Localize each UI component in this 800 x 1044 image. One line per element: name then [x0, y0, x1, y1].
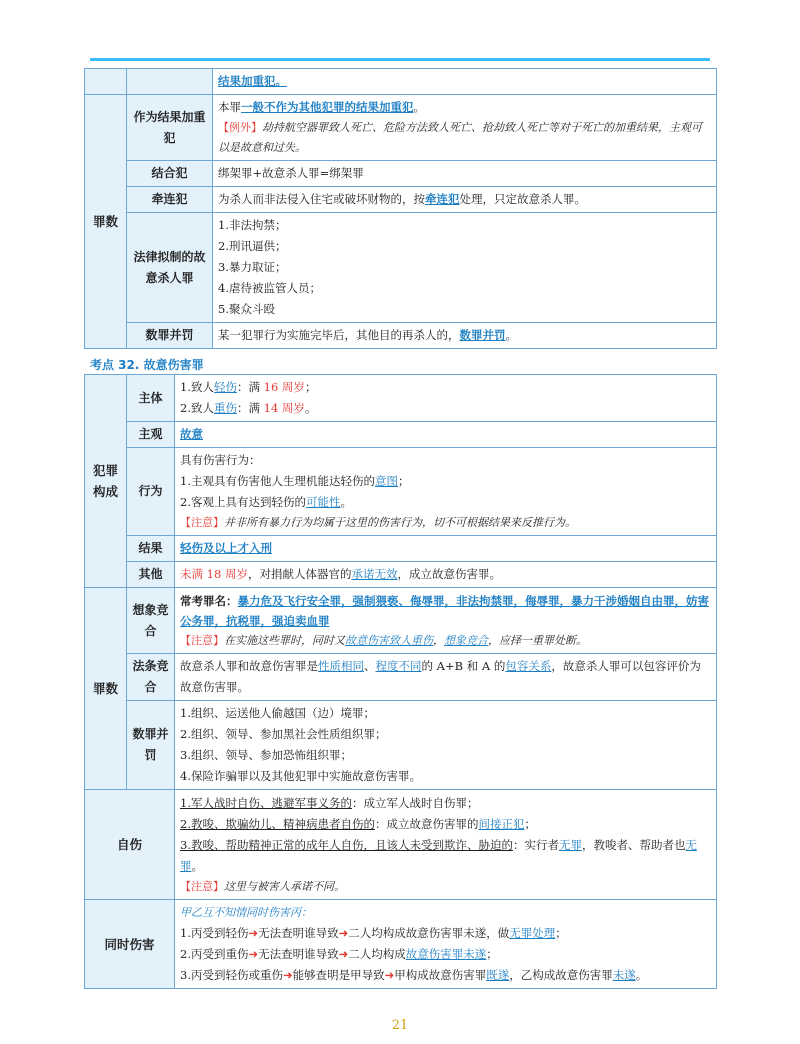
list-item: 2.刑讯逼供；: [218, 239, 287, 253]
cell-imaginative-concurrence: 常考罪名：暴力危及飞行安全罪，强制猥亵、侮辱罪，非法拘禁罪，侮辱罪，暴力干涉婚姻自由罪，妨害公务罪，抗税罪，强迫卖血罪 【注意】在实施这些罪时，同时又故意伤害致人重伤，想象竞合，应择一重罪处断。: [175, 588, 717, 654]
arrow-icon: ➜: [384, 968, 395, 982]
label-subject: 主体: [127, 375, 175, 422]
arrow-icon: ➜: [282, 968, 293, 982]
cell-mental-state: 故意: [175, 422, 717, 448]
page-number: 21: [391, 1018, 409, 1033]
label-self-injury: 自伤: [85, 790, 175, 900]
label-multiple-punishment: 数罪并罚: [127, 323, 213, 349]
cell-multiple-punishment: 某一犯罪行为实施完毕后，其他目的再杀人的，数罪并罚。: [213, 323, 717, 349]
list-item: 3.组织、领导、参加恐怖组织罪；: [180, 748, 352, 762]
label-result: 结果: [127, 536, 175, 562]
top-rule: [90, 58, 710, 61]
cell-result-aggravated-body: 本罪一般不作为其他犯罪的结果加重犯。 【例外】劫持航空器罪致人死亡、危险方法致人死亡、抢劫致人死亡等对于死亡的加重结果，主观可以是故意和过失。: [213, 95, 717, 161]
list-item: 4.虐待被监管人员；: [218, 281, 321, 295]
cell-self-injury: 1.军人战时自伤、逃避军事义务的：成立军人战时自伤罪； 2.教唆、欺骗幼儿、精神病患者自伤的：成立故意伤害罪的间接正犯； 3.教唆、帮助精神正常的成年人自伤，且该人未受到欺诈、胁迫的：实行者无罪，教唆者、帮助者也无罪。 【注意】这里与被害人承诺不同。: [175, 790, 717, 900]
list-item: 1.非法拘禁；: [218, 218, 287, 232]
label-legal-fiction: 法律拟制的故意杀人罪: [127, 213, 213, 323]
list-item: 5.聚众斗殴: [218, 302, 275, 316]
cell-implicated-crime: 为杀人而非法侵入住宅或破坏财物的，按牵连犯处理，只定故意杀人罪。: [213, 187, 717, 213]
arrow-icon: ➜: [248, 947, 259, 961]
arrow-icon: ➜: [338, 926, 349, 940]
cell-result-aggravated: 结果加重犯。: [213, 69, 717, 95]
homicide-table: [84, 68, 717, 349]
cell-conduct: 具有伤害行为： 1.主观具有伤害他人生理机能达轻伤的意图； 2.客观上具有达到轻伤的可能性。 【注意】并非所有暴力行为均属于这里的伤害行为，切不可根据结果来反推行为。: [175, 448, 717, 536]
list-item: 4.保险诈骗罪以及其他犯罪中实施故意伤害罪。: [180, 769, 421, 783]
cell-other: 未满 18 周岁，对捐献人体器官的承诺无效，成立故意伤害罪。: [175, 562, 717, 588]
label-multiple-punishment-2: 数罪并罚: [127, 701, 175, 790]
cell-combined-crime: 绑架罪+故意杀人罪=绑架罪: [213, 161, 717, 187]
label-implicated-crime: 牵连犯: [127, 187, 213, 213]
label-simultaneous-injury: 同时伤害: [85, 900, 175, 989]
label-result-aggravated: 作为结果加重犯: [127, 95, 213, 161]
cell-statute-concurrence: 故意杀人罪和故意伤害罪是性质相同、程度不同的 A+B 和 A 的包容关系，故意杀人罪可以包容评价为故意伤害罪。: [175, 654, 717, 701]
label-zuishu-1: 罪数: [85, 95, 127, 349]
list-item: 2.组织、领导、参加黑社会性质组织罪；: [180, 727, 387, 741]
cell-legal-fiction: [213, 213, 717, 323]
arrow-icon: ➜: [338, 947, 349, 961]
label-imaginative-concurrence: 想象竞合: [127, 588, 175, 654]
label-mental-state: 主观: [127, 422, 175, 448]
section-title: 考点 32. 故意伤害罪: [90, 358, 204, 372]
label-crime-composition: 犯罪构成: [85, 375, 127, 588]
list-item: 1.组织、运送他人偷越国（边）境罪；: [180, 706, 375, 720]
label-other: 其他: [127, 562, 175, 588]
cell-multiple-punishment-2: [175, 701, 717, 790]
arrow-icon: ➜: [248, 926, 259, 940]
injury-table: [84, 374, 717, 989]
cell-simultaneous-injury: 甲乙互不知情同时伤害丙： 1.丙受到轻伤➜无法查明谁导致➜二人均构成故意伤害罪未遂，做无罪处理； 2.丙受到重伤➜无法查明谁导致➜二人均构成故意伤害罪未遂； 3.丙受到轻伤或重伤➜能够查明是甲导致➜甲构成故意伤害罪既遂，乙构成故意伤害罪未遂。: [175, 900, 717, 989]
cell-subject: 1.致人轻伤：满 16 周岁； 2.致人重伤：满 14 周岁。: [175, 375, 717, 422]
label-statute-concurrence: 法条竞合: [127, 654, 175, 701]
label-combined-crime: 结合犯: [127, 161, 213, 187]
label-zuishu-2: 罪数: [85, 588, 127, 790]
cell-result: 轻伤及以上才入刑: [175, 536, 717, 562]
label-conduct: 行为: [127, 448, 175, 536]
list-item: 3.暴力取证；: [218, 260, 287, 274]
